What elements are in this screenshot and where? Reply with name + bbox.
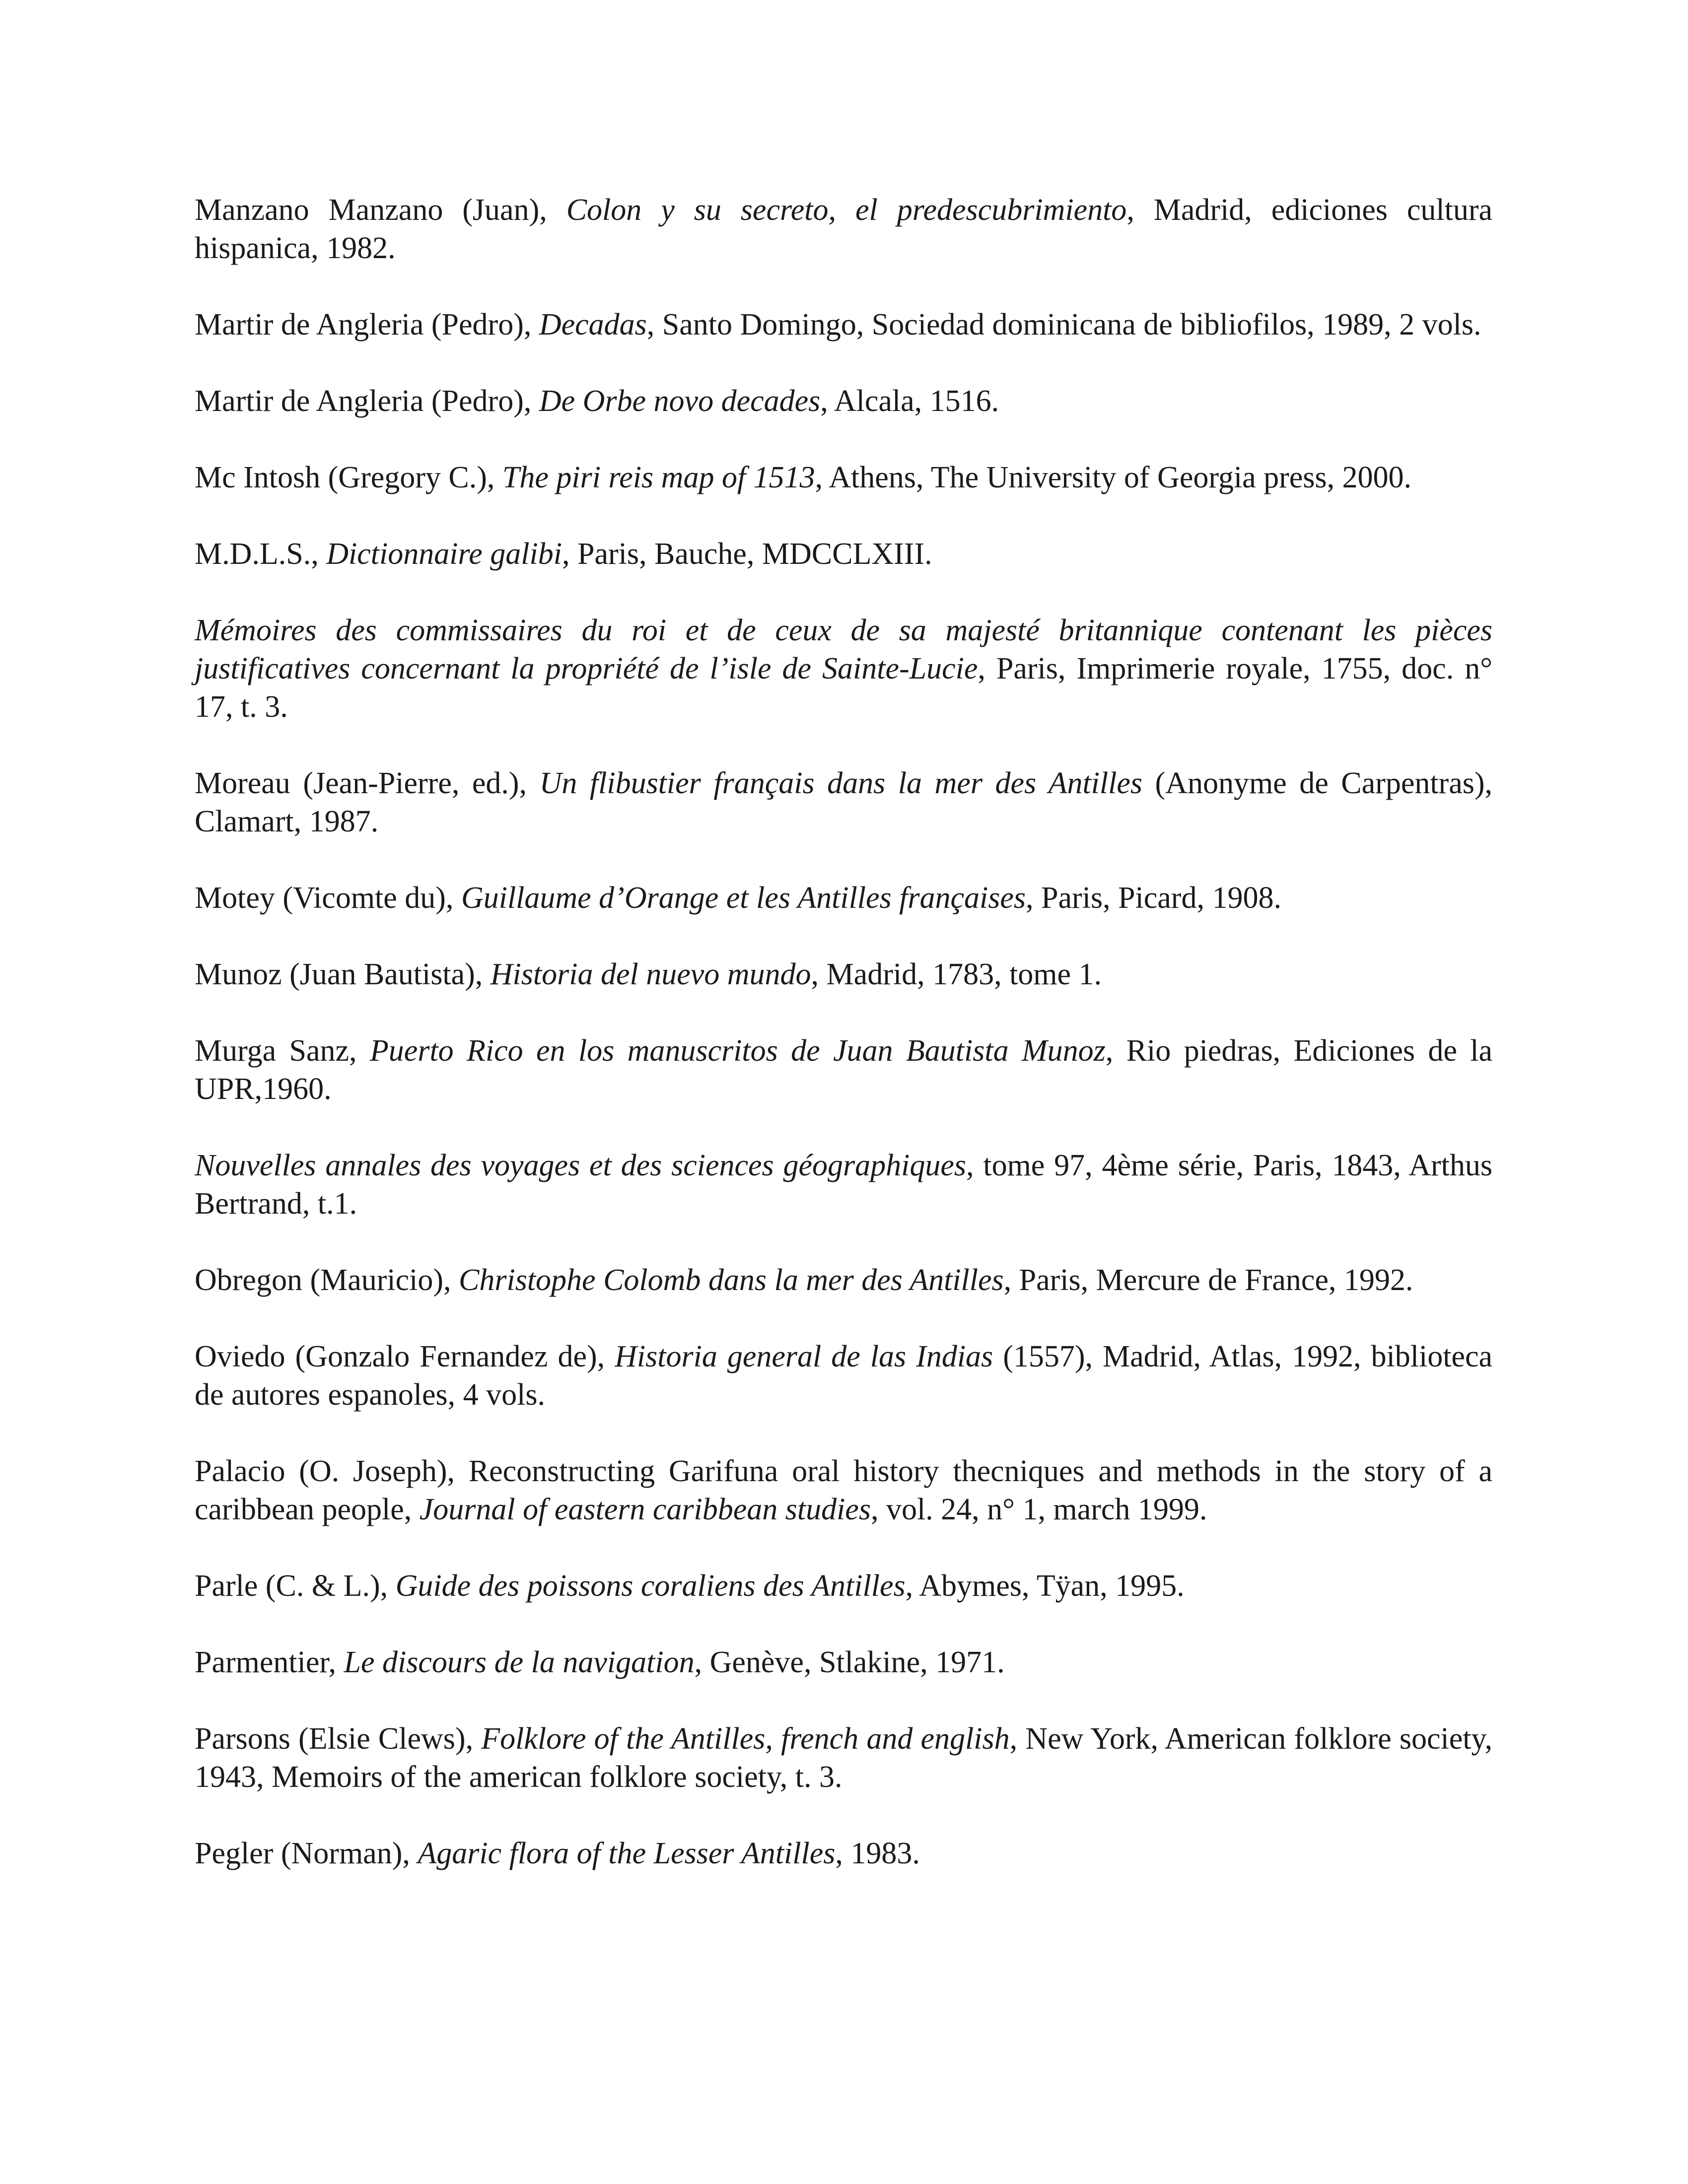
bibliography-entry <box>195 1147 1492 1223</box>
entry-text: , 1983. <box>835 1837 920 1870</box>
entry-text: , Paris, Mercure de France, 1992. <box>1003 1263 1413 1297</box>
entry-title: Mémoires des commissaires du roi et de ceux de sa majesté britannique contenant les pièces justificatives concernant la propriété de l’isle de Sainte-Lucie <box>195 614 1492 685</box>
bibliography-list <box>195 191 1492 1911</box>
entry-title: Journal of eastern caribbean studies <box>419 1493 871 1526</box>
entry-text: Martir de Angleria (Pedro), <box>195 308 539 341</box>
entry-title: Colon y su secreto, el predescubrimiento <box>566 193 1127 227</box>
entry-title: Un flibustier français dans la mer des Antilles <box>539 766 1142 800</box>
entry-title: Le discours de la navigation <box>344 1645 695 1679</box>
entry-title: Folklore of the Antilles, french and english <box>481 1722 1010 1756</box>
entry-text: M.D.L.S., <box>195 537 327 571</box>
entry-text: , Madrid, 1783, tome 1. <box>811 957 1102 991</box>
entry-text: , Alcala, 1516. <box>820 384 999 418</box>
bibliography-entry <box>195 1338 1492 1414</box>
bibliography-entry <box>195 191 1492 268</box>
entry-title: Guillaume d’Orange et les Antilles françaises <box>461 881 1026 915</box>
entry-text: Obregon (Mauricio), <box>195 1263 459 1297</box>
entry-text: Parle (C. & L.), <box>195 1569 396 1603</box>
entry-title: Guide des poissons coraliens des Antilles <box>395 1569 906 1603</box>
entry-title: Puerto Rico en los manuscritos de Juan Bautista Munoz <box>369 1034 1106 1068</box>
bibliography-entry <box>195 306 1492 344</box>
entry-text: , New York, American folklore society, 1943, Memoirs of the american folklore society, t. 3. <box>195 1722 1492 1794</box>
entry-text: (Anonyme de Carpentras), Clamart, 1987. <box>195 766 1493 838</box>
entry-text: , Madrid, ediciones cultura hispanica, 1982. <box>195 193 1492 265</box>
bibliography-entry <box>195 1835 1492 1873</box>
entry-text: Palacio (O. Joseph), Reconstructing Garifuna oral history thecniques and methods in the story of a caribbean people, <box>195 1454 1492 1526</box>
entry-text: Parsons (Elsie Clews), <box>195 1722 482 1756</box>
bibliography-entry <box>195 1720 1492 1796</box>
entry-text: , Paris, Picard, 1908. <box>1026 881 1281 915</box>
entry-title: Historia del nuevo mundo <box>490 957 811 991</box>
bibliography-entry <box>195 612 1492 726</box>
bibliography-entry <box>195 1567 1492 1605</box>
entry-text: , vol. 24, n° 1, march 1999. <box>870 1493 1207 1526</box>
bibliography-entry <box>195 1643 1492 1682</box>
entry-title: De Orbe novo decades <box>539 384 821 418</box>
entry-title: Nouvelles annales des voyages et des sciences géographiques <box>195 1149 967 1182</box>
entry-title: The piri reis map of 1513 <box>502 461 815 494</box>
entry-title: Decadas <box>539 308 647 341</box>
bibliography-entry <box>195 382 1492 420</box>
entry-title: Dictionnaire galibi <box>326 537 562 571</box>
entry-text: Pegler (Norman), <box>195 1837 418 1870</box>
entry-title: Agaric flora of the Lesser Antilles <box>418 1837 836 1870</box>
entry-text: , Athens, The University of Georgia press, 2000. <box>815 461 1412 494</box>
entry-text: Mc Intosh (Gregory C.), <box>195 461 502 494</box>
entry-text: Manzano Manzano (Juan), <box>195 193 566 227</box>
entry-text: , Abymes, Tÿan, 1995. <box>905 1569 1185 1603</box>
bibliography-entry <box>195 535 1492 573</box>
entry-text: Parmentier, <box>195 1645 344 1679</box>
bibliography-entry <box>195 764 1492 841</box>
bibliography-entry <box>195 459 1492 497</box>
entry-text: Murga Sanz, <box>195 1034 370 1068</box>
bibliography-entry <box>195 1032 1492 1108</box>
entry-text: , Santo Domingo, Sociedad dominicana de bibliofilos, 1989, 2 vols. <box>646 308 1481 341</box>
entry-text: Motey (Vicomte du), <box>195 881 461 915</box>
entry-text: , Genève, Stlakine, 1971. <box>694 1645 1005 1679</box>
entry-title: Historia general de las Indias <box>615 1340 993 1373</box>
entry-text: , Paris, Bauche, MDCCLXIII. <box>562 537 932 571</box>
entry-text: Martir de Angleria (Pedro), <box>195 384 539 418</box>
bibliography-entry <box>195 1452 1492 1529</box>
bibliography-entry <box>195 879 1492 917</box>
entry-text: Moreau (Jean-Pierre, ed.), <box>195 766 540 800</box>
entry-text: Oviedo (Gonzalo Fernandez de), <box>195 1340 615 1373</box>
entry-text: , Paris, Imprimerie royale, 1755, doc. n° 17, t. 3. <box>195 652 1492 724</box>
entry-text: , Rio piedras, Ediciones de la UPR,1960. <box>195 1034 1492 1106</box>
entry-text: (1557), Madrid, Atlas, 1992, biblioteca de autores espanoles, 4 vols. <box>195 1340 1492 1412</box>
entry-text: Munoz (Juan Bautista), <box>195 957 491 991</box>
entry-title: Christophe Colomb dans la mer des Antilles <box>459 1263 1004 1297</box>
bibliography-entry <box>195 1261 1492 1299</box>
bibliography-entry <box>195 956 1492 994</box>
entry-text: , tome 97, 4ème série, Paris, 1843, Arthus Bertrand, t.1. <box>195 1149 1492 1221</box>
